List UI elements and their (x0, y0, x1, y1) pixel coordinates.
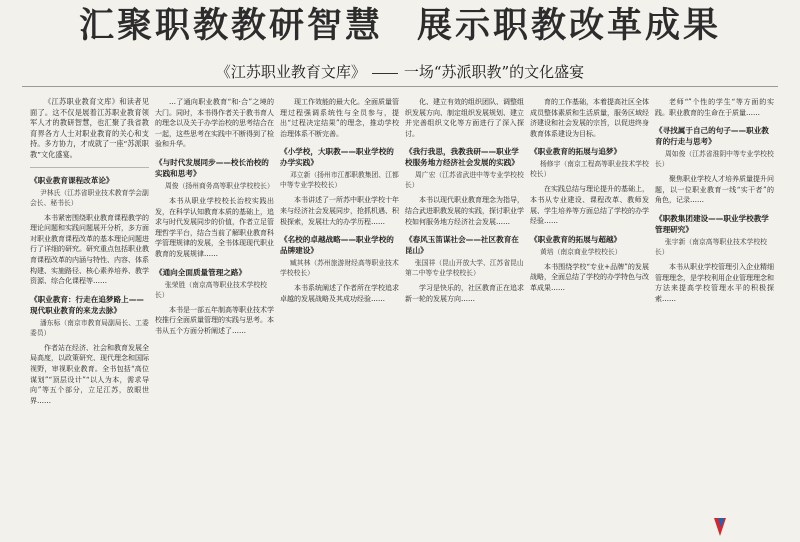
subtitle-rest: 一场“苏派职教”的文化盛宴 (403, 63, 585, 81)
article-title: 《职教集团建设——职业学校教学管理研究》 (655, 213, 769, 234)
article-title: 《职业教育的拓展与追梦》 (530, 147, 622, 157)
article-title: 《职业教育课程改革论》 (30, 175, 114, 185)
article-byline: 周如俊（江苏省淮阴中等专业学校校长） (655, 150, 774, 169)
article-body: 在实践总结与理论提升的基础上，本书从专业建设、课程改革、教师发展、学生培养等方面总结了学校的办学经验…… (530, 185, 649, 226)
article-body: 育的工作基础，本着提高社区全体成员整体素质和生活质量，服务区域经济建设和社会发展的宗旨，以促进终身教育体系建设为目标。 (530, 98, 649, 138)
column-4 (405, 97, 524, 537)
subtitle-dash (372, 73, 398, 74)
article-title: 《通向全面质量管理之路》 (155, 267, 247, 277)
article-byline: 杨修宇（南京工程高等职业技术学校校长） (530, 160, 649, 179)
article-body: 本书系统阐述了作者所在学校追求卓越的发展战略及其成功经验…… (280, 284, 399, 303)
page-subtitle (0, 62, 800, 82)
article-title: 《名校的卓越战略——职业学校的品牌建设》 (280, 235, 394, 256)
column-1 (30, 97, 149, 537)
article-body: 聚焦职业学校人才培养质量提升问题，以一位职业教育一线“实干者”的角色，记录…… (655, 175, 774, 205)
article-byline: 邓立新（扬州市江都职教集团、江都中等专业学校校长） (280, 171, 399, 190)
subtitle-book: 《江苏职业教育文库》 (215, 63, 366, 81)
article-title: 《寻找属于自己的句子——职业教育的行走与思考》 (655, 126, 769, 147)
article-byline: 张荣胜（南京高等职业技术学校校长） (155, 280, 267, 299)
article-byline: 周广宏（江苏省武进中等专业学校校长） (405, 171, 524, 190)
article-body: 本书围绕学校“专业+品牌”的发展战略，全面总结了学校的办学特色与改革成果…… (530, 262, 649, 292)
article-title: 《与时代发展同步——校长治校的实践和思考》 (155, 157, 269, 178)
article-body: 现工作效能的最大化。全面质量管理过程强调系统性与全员参与，提出“过程决定结果”的理念，推动学校治理体系不断完善。 (280, 98, 399, 138)
article-body: 本书从职业学校管理引入企业精细管理理念，是学校利用企业管理理念和方法来提高学校管理水平的积极探索…… (655, 262, 774, 303)
article-title: 《春风玉笛谋社会——社区教育在昆山》 (405, 235, 519, 256)
page-headline (0, 4, 800, 48)
article-body: …了通向职业教育“和·合”之境的大门。同时，本书得作者关于教书育人的理念以及关于办学治校的思考结合在一起，这些思考在实践中不断得到了检验和升华。 (155, 98, 274, 149)
article-body: 作者站在经济、社会和教育发展全局高度，以政策研究、现代理念和国际视野，审视职业教育。全书包括“高位谋划”“顶层设计”“以人为本，需求导向”等五个部分，立足江苏，放眼世界…… (30, 343, 149, 405)
article-title: 《职业教育：行走在追梦路上——现代职业教育的来龙去脉》 (30, 294, 144, 315)
article-title: 《小学校，大职教——职业学校的办学实践》 (280, 147, 394, 168)
article-byline: 张宇新（南京高等职业技术学校校长） (655, 237, 767, 256)
article-byline: 张国祥（昆山开放大学、江苏省昆山第二中等专业学校校长） (405, 259, 524, 278)
article-body: 学习是快乐的，社区教育正在追求新一轮的发展方向…… (405, 284, 524, 303)
article-body: 化、建立有效的组织团队、调整组织发展方向、制定组织发展规划、建立并完善组织文化等方面进行了深入探讨。 (405, 98, 524, 138)
column-2 (155, 97, 274, 537)
watermark-logo (712, 516, 792, 538)
article-byline: 黄培（南京商业学校校长） (540, 247, 622, 256)
article-body: 老师“”个性的学生“等方面的实践。职业教育的生命在于质量…… (655, 98, 774, 117)
article-byline: 潘东标（南京市教育局副局长、工委委员） (30, 318, 149, 337)
article-body: 本书是一部五年制高等职业技术学校推行全面质量管理的实践与思考。本书从五个方面分析阐述了…… (155, 305, 274, 335)
article-byline: 臧其林（苏州旅游财经高等职业技术学校校长） (280, 259, 399, 278)
column-3 (280, 97, 399, 537)
article-body: 本书以现代职业教育理念为指导，结合武进职教发展的实践，探讨职业学校如何服务地方经济社会发展…… (405, 196, 524, 226)
intro-lead: 《江苏职业教育文库》和读者见面了。这不仅是展着江苏职业教育领军人才的教研智慧，也汇聚了我省教育界各方人士对职业教育的关心和支持。多方协力，才成就了一座“苏派职教”文化盛宴。 (30, 97, 149, 159)
headline-right: 展示职教改革成果 (417, 6, 722, 46)
article-columns (30, 97, 782, 537)
header-rule (22, 86, 778, 87)
article-title: 《职业教育的拓展与超越》 (530, 234, 622, 244)
article-byline: 周俊（扬州商务高等职业学校校长） (165, 181, 274, 190)
article-body: 本书讲述了一所苏中职业学校十年来与经济社会发展同步，抢抓机遇、积极探索，发展壮大的办学历程…… (280, 196, 399, 226)
article-body: 本书紧密围绕职业教育课程教学的理论问题和实践问题展开分析，多方面对职业教育课程改革的基本理论问题进行了详细的研究。研究重点包括职业教育课程改革的内涵与特性、内容、体系构建、实施路径、核心素养培养、教学资源、综合化课程等…… (30, 213, 149, 286)
column-5 (530, 97, 649, 537)
headline-left: 汇聚职教教研智慧 (78, 6, 383, 46)
article-title: 《我行我思，我教我研——职业学校服务地方经济社会发展的实践》 (405, 147, 519, 168)
article-body: 本书从职业学校校长治校实践出发，在科学认知教育本质的基础上，追求与时代发展同步的价值，作者立足管理哲学平台，结合当前了解职业教育科学管理规律的发展，全书体现现代职业教育的发展规律…… (155, 196, 274, 258)
article-byline: 尹林氏（江苏省职业技术教育学会副会长、秘书长） (30, 188, 149, 207)
column-6 (655, 97, 774, 537)
column-separator (30, 167, 149, 168)
